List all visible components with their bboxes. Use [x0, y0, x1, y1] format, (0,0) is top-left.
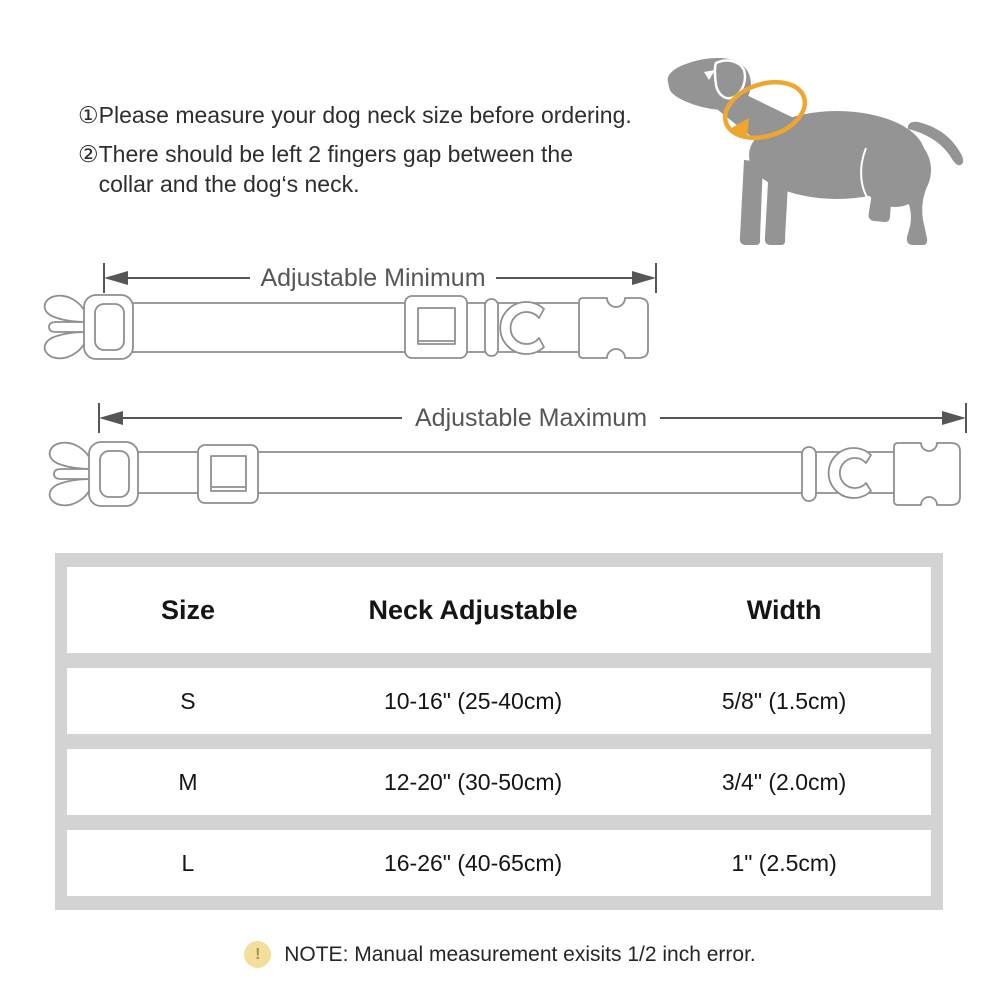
collar-minimum-diagram [30, 288, 665, 373]
collar-min-drawing [45, 295, 648, 359]
male-buckle [50, 442, 138, 506]
dog-silhouette [668, 58, 964, 245]
cell-width: 1" (2.5cm) [731, 849, 837, 876]
header-size: Size [160, 594, 215, 625]
collar-maximum-diagram [35, 435, 965, 513]
size-table [55, 553, 943, 910]
cell-neck: 16-26" (40-65cm) [383, 849, 563, 876]
cell-width: 3/4" (2.0cm) [721, 768, 847, 795]
dog-hind-leg [902, 184, 928, 245]
header-width: Width [746, 594, 822, 625]
male-buckle [45, 295, 133, 359]
female-buckle [894, 443, 960, 505]
table-row-l [67, 830, 931, 896]
instruction-text-2: There should be left 2 fingers gap between the collar and the dog‘s neck. [98, 141, 573, 197]
adjustable-minimum-label: Adjustable Minimum [260, 264, 486, 292]
exclamation-icon [244, 941, 271, 968]
note-text: NOTE: Manual measurement exisits 1/2 inch error. [284, 942, 756, 966]
dog-front-leg-2 [765, 164, 789, 245]
size-table-header-row [67, 567, 931, 653]
instruction-item-1 [78, 100, 632, 130]
dog-illustration [652, 30, 972, 265]
triglide-slider-inner [418, 308, 455, 344]
instruction-item-2 [78, 139, 632, 199]
header-neck-adjustable: Neck Adjustable [368, 594, 578, 625]
measurement-note [0, 941, 1000, 968]
cell-neck: 12-20" (30-50cm) [383, 768, 563, 795]
adjustable-maximum-arrow [90, 400, 975, 436]
strap-keeper [485, 299, 498, 356]
table-row-s [67, 668, 931, 734]
strap-keeper [802, 447, 816, 501]
exclamation-glyph: ! [255, 945, 261, 963]
cell-width: 5/8" (1.5cm) [721, 687, 847, 714]
table-row-m [67, 749, 931, 815]
collar-max-drawing [50, 442, 960, 506]
dog-front-leg [740, 160, 763, 245]
measuring-instructions [78, 100, 632, 208]
cell-neck: 10-16" (25-40cm) [383, 687, 563, 714]
cell-size: L [181, 849, 195, 876]
circled-number-2: ② [78, 141, 99, 167]
adjustable-maximum-label: Adjustable Maximum [414, 404, 648, 432]
triglide-slider-inner [211, 456, 246, 491]
cell-size: S [180, 687, 196, 714]
circled-number-1: ① [78, 102, 99, 128]
cell-size: M [178, 768, 198, 795]
instruction-text-1: Please measure your dog neck size before ordering. [98, 102, 632, 128]
female-buckle [579, 298, 648, 358]
